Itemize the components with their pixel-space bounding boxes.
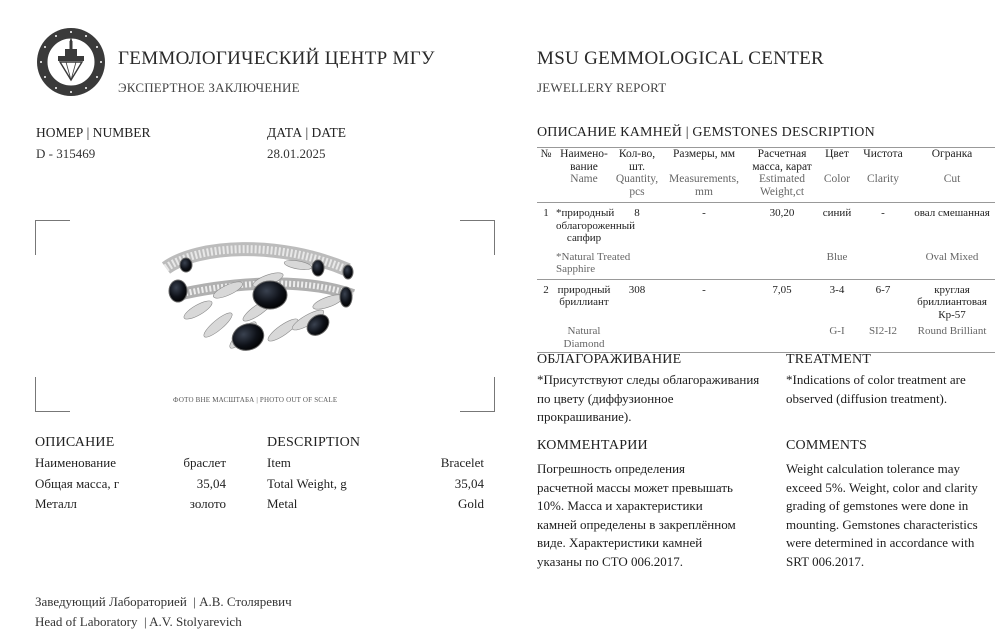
treatment-heading-ru: ОБЛАГОРАЖИВАНИЕ xyxy=(537,352,682,367)
title-en: MSU GEMMOLOGICAL CENTER xyxy=(537,48,824,69)
cell-color-en: Blue xyxy=(826,250,848,263)
number-value: D - 315469 xyxy=(36,146,96,161)
description-en-row xyxy=(267,453,484,474)
cell-color-en: G-I xyxy=(829,325,845,337)
cell-weight: 7,05 xyxy=(772,283,792,296)
table-header-en xyxy=(537,173,995,198)
gemstones-table-wrap xyxy=(537,147,995,353)
row-value: золото xyxy=(189,496,226,512)
row-value: Gold xyxy=(458,496,484,512)
cell-clarity-en xyxy=(857,245,909,276)
comments-text-en: Weight calculation tolerance may exceed 5%. Weight, color and clarity grading of gemstones were done in mounting. Gemstones characteristics were determined in accordance with SRT 006.2017. xyxy=(786,461,978,569)
cell-clarity: 6-7 xyxy=(875,283,891,296)
comments-text-ru: Погрешность определения расчетной массы может превышать 10%. Масса и характеристики камней определены в закреплённом виде. Характеристики камней указаны по СТО 006.2017. xyxy=(537,461,736,569)
cell-cut-en: Round Brilliant xyxy=(917,325,987,337)
row-value: браслет xyxy=(183,455,226,471)
cell-no: 1 xyxy=(543,207,549,219)
col-header: Огранка xyxy=(931,148,973,160)
row-label: Общая масса, г xyxy=(35,475,120,491)
table-row-en xyxy=(537,321,995,350)
description-en-table xyxy=(267,453,484,515)
col-header-en xyxy=(537,173,555,198)
cell-size: - xyxy=(702,207,706,219)
cell-qty: 308 xyxy=(628,283,646,296)
row-value: 35,04 xyxy=(454,475,484,491)
gemstones-heading: ОПИСАНИЕ КАМНЕЙ | GEMSTONES DESCRIPTION xyxy=(537,125,875,140)
cell-clarity-en: SI2-I2 xyxy=(868,325,898,337)
description-ru-row xyxy=(35,453,226,474)
row-value: Bracelet xyxy=(440,455,484,471)
col-header: № xyxy=(540,148,552,160)
description-ru-row xyxy=(35,474,226,495)
col-header: Цвет xyxy=(825,148,849,160)
cell-color-ru: 3-4 xyxy=(829,283,845,296)
cell-name-ru: *природный облагороженный сапфир xyxy=(556,207,636,244)
cell-clarity: - xyxy=(881,207,885,219)
cell-no: 2 xyxy=(543,283,549,296)
cell-size: - xyxy=(702,283,706,296)
treatment-heading-en: TREATMENT xyxy=(786,352,872,367)
comments-heading-en: COMMENTS xyxy=(786,438,867,453)
number-label: НОМЕР | NUMBER xyxy=(36,125,151,140)
comments-heading-ru: КОММЕНТАРИИ xyxy=(537,438,648,453)
title-ru: ГЕММОЛОГИЧЕСКИЙ ЦЕНТР МГУ xyxy=(118,48,435,69)
signature-en: Head of Laboratory | A.V. Stolyarevich xyxy=(35,614,242,629)
cell-qty: 8 xyxy=(634,207,640,219)
cell-color-ru: синий xyxy=(822,207,852,219)
col-header-en: Estimated Weight,ct xyxy=(759,173,805,198)
row-label: Total Weight, g xyxy=(267,475,347,491)
col-header: Наимено-вание xyxy=(560,148,608,173)
cell-name-en: *Natural Treated Sapphire xyxy=(556,250,631,275)
cell-cut-ru: круглая бриллиантовая Кр-57 xyxy=(917,283,987,321)
col-header: Кол-во, шт. xyxy=(618,148,656,173)
table-row-en xyxy=(537,245,995,276)
row-label: Metal xyxy=(267,496,298,512)
col-header: Размеры, мм xyxy=(672,148,736,160)
description-ru-row xyxy=(35,494,226,515)
row-label: Металл xyxy=(35,496,77,512)
description-ru-heading: ОПИСАНИЕ xyxy=(35,435,115,450)
description-en-row xyxy=(267,474,484,495)
gemstones-table xyxy=(537,147,995,353)
treatment-text-ru: *Присутствуют следы облагораживания по цвету (диффузионное прокрашивание). xyxy=(537,372,760,424)
col-header-en: Measurements, mm xyxy=(669,173,739,198)
treatment-text-en: *Indications of color treatment are observed (diffusion treatment). xyxy=(786,372,966,406)
bracelet-photo xyxy=(158,240,358,360)
col-header-en: Clarity xyxy=(867,173,899,185)
msu-logo-seal xyxy=(36,27,106,97)
description-en-heading: DESCRIPTION xyxy=(267,435,361,450)
row-value: 35,04 xyxy=(196,475,226,491)
description-ru-table xyxy=(35,453,226,515)
cell-cut-en: Oval Mixed xyxy=(925,250,979,263)
row-label: Item xyxy=(267,455,291,471)
cell-name-ru: природный бриллиант xyxy=(557,283,611,308)
subtitle-ru: ЭКСПЕРТНОЕ ЗАКЛЮЧЕНИЕ xyxy=(118,80,300,95)
col-header: Чистота xyxy=(863,148,903,160)
cell-name-en: Natural Diamond xyxy=(563,325,605,350)
photo-caption: ФОТО ВНЕ МАСШТАБА | PHOTO OUT OF SCALE xyxy=(173,396,338,404)
table-header-ru xyxy=(537,148,995,173)
date-label: ДАТА | DATE xyxy=(267,125,347,140)
row-label: Наименование xyxy=(35,455,116,471)
date-value: 28.01.2025 xyxy=(267,146,326,161)
col-header-en: Color xyxy=(823,173,851,185)
table-row xyxy=(537,279,995,321)
description-en-row xyxy=(267,494,484,515)
col-header-en: Cut xyxy=(943,173,961,185)
signature-ru: Заведующий Лабораторией | А.В. Столяревич xyxy=(35,594,292,609)
subtitle-en: JEWELLERY REPORT xyxy=(537,80,667,95)
col-header-en: Quantity, pcs xyxy=(615,173,659,198)
cell-cut-ru: овал смешанная xyxy=(914,207,990,219)
table-row xyxy=(537,203,995,245)
col-header: Расчетная масса, карат xyxy=(752,148,812,173)
cell-weight: 30,20 xyxy=(769,207,795,219)
col-header-en: Name xyxy=(570,173,598,185)
